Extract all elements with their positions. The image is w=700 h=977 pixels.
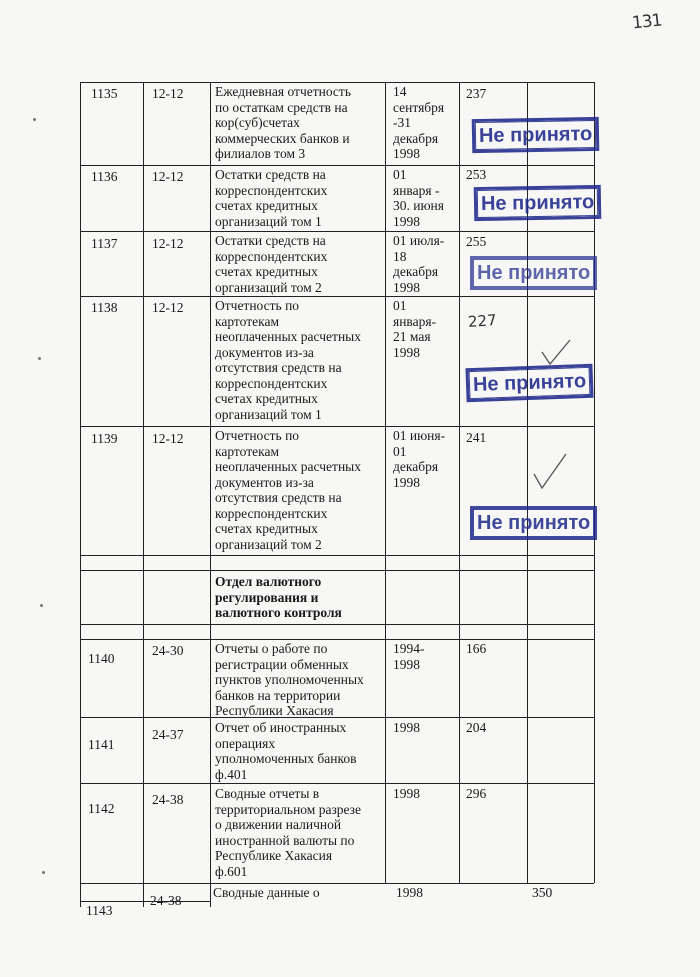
table-rule — [80, 555, 594, 556]
row-title: Сводные данные о — [213, 885, 320, 900]
row-number: 1141 — [88, 737, 115, 752]
row-dates: 01 июля- 18 декабря 1998 — [393, 233, 445, 295]
row-title: Сводные отчеты в территориальном разрезе о движении наличной иностранной валюты по Республике Хакасия ф.601 — [215, 786, 362, 879]
row-index-code: 24-38 — [150, 893, 182, 908]
table-rule — [80, 883, 594, 884]
rejection-stamp: Не принято — [474, 185, 602, 221]
row-sheet-count: 204 — [466, 720, 487, 735]
rejection-stamp: Не принято — [465, 364, 593, 402]
page-number: 131 — [631, 10, 663, 34]
row-index-code: 12-12 — [152, 300, 184, 315]
table-rule — [80, 783, 594, 784]
table-rule — [80, 231, 594, 232]
table-rule — [143, 82, 144, 907]
row-number: 1137 — [91, 236, 118, 251]
row-sheet-count: 237 — [466, 86, 487, 101]
row-dates: 01 июня- 01 декабря 1998 — [393, 428, 446, 490]
table-rule — [80, 624, 594, 625]
row-number: 1139 — [91, 431, 118, 446]
row-dates: 1994- 1998 — [393, 641, 425, 672]
row-sheet-count: 241 — [466, 430, 487, 445]
table-rule — [80, 901, 210, 902]
row-sheet-count: 166 — [466, 641, 487, 656]
table-rule — [80, 82, 81, 907]
row-number: 1138 — [91, 300, 118, 315]
row-sheet-count: 255 — [466, 234, 487, 249]
row-index-code: 12-12 — [152, 86, 184, 101]
row-sheet-count: 253 — [466, 167, 487, 182]
table-rule — [385, 82, 386, 883]
scan-speck — [33, 118, 36, 121]
row-number: 1136 — [91, 169, 118, 184]
row-sheet-count: 296 — [466, 786, 487, 801]
row-title: Отчеты о работе по регистрации обменных пунктов уполномоченных банков на территории Республики Хакасия — [215, 641, 364, 718]
row-title: Ежедневная отчетность по остаткам средств на кор(суб)счетах коммерческих банков и филиалов том 3 — [215, 84, 351, 161]
row-index-code: 12-12 — [152, 236, 184, 251]
check-mark-icon — [538, 338, 574, 368]
scan-speck — [40, 604, 43, 607]
scan-speck — [38, 357, 41, 360]
row-number: 1140 — [88, 651, 115, 666]
scan-speck — [42, 871, 45, 874]
row-dates: 1998 — [396, 885, 423, 900]
row-index-code: 12-12 — [152, 169, 184, 184]
table-rule — [80, 296, 594, 297]
check-mark-icon — [530, 450, 570, 492]
row-dates: 14 сентября -31 декабря 1998 — [393, 84, 445, 161]
rejection-stamp: Не принято — [470, 506, 597, 540]
section-heading: Отдел валютного регулирования и валютного контроля — [215, 574, 342, 620]
row-index-code: 24-30 — [152, 643, 184, 658]
row-index-code: 24-37 — [152, 727, 184, 742]
rejection-stamp: Не принято — [470, 256, 597, 290]
row-title: Отчетность по картотекам неоплаченных расчетных документов из-за отсутствия средств на корреспондентских счетах кредитных организаций том 1 — [215, 298, 361, 422]
row-dates: 1998 — [393, 720, 420, 735]
row-index-code: 24-38 — [152, 792, 184, 807]
table-rule — [80, 570, 594, 571]
table-rule — [80, 82, 594, 83]
table-rule — [210, 82, 211, 907]
handwritten-sheet-count: 227 — [467, 311, 498, 331]
row-number: 1135 — [91, 86, 118, 101]
table-rule — [80, 426, 594, 427]
table-rule — [459, 82, 460, 883]
row-dates: 01 января - 30. июня 1998 — [393, 167, 444, 229]
row-title: Отчетность по картотекам неоплаченных расчетных документов из-за отсутствия средств на корреспондентских счетах кредитных организаций том 2 — [215, 428, 361, 552]
rejection-stamp: Не принято — [472, 117, 600, 153]
row-dates: 1998 — [393, 786, 420, 801]
row-sheet-count: 350 — [532, 885, 553, 900]
row-dates: 01 января- 21 мая 1998 — [393, 298, 437, 360]
table-rule — [80, 165, 594, 166]
row-index-code: 12-12 — [152, 431, 184, 446]
table-rule — [80, 639, 594, 640]
row-title: Остатки средств на корреспондентских счетах кредитных организаций том 1 — [215, 167, 328, 229]
row-title: Остатки средств на корреспондентских счетах кредитных организаций том 2 — [215, 233, 328, 295]
row-number: 1142 — [88, 801, 115, 816]
row-number: 1143 — [86, 903, 113, 918]
row-title: Отчет об иностранных операциях уполномоченных банков ф.401 — [215, 720, 357, 782]
